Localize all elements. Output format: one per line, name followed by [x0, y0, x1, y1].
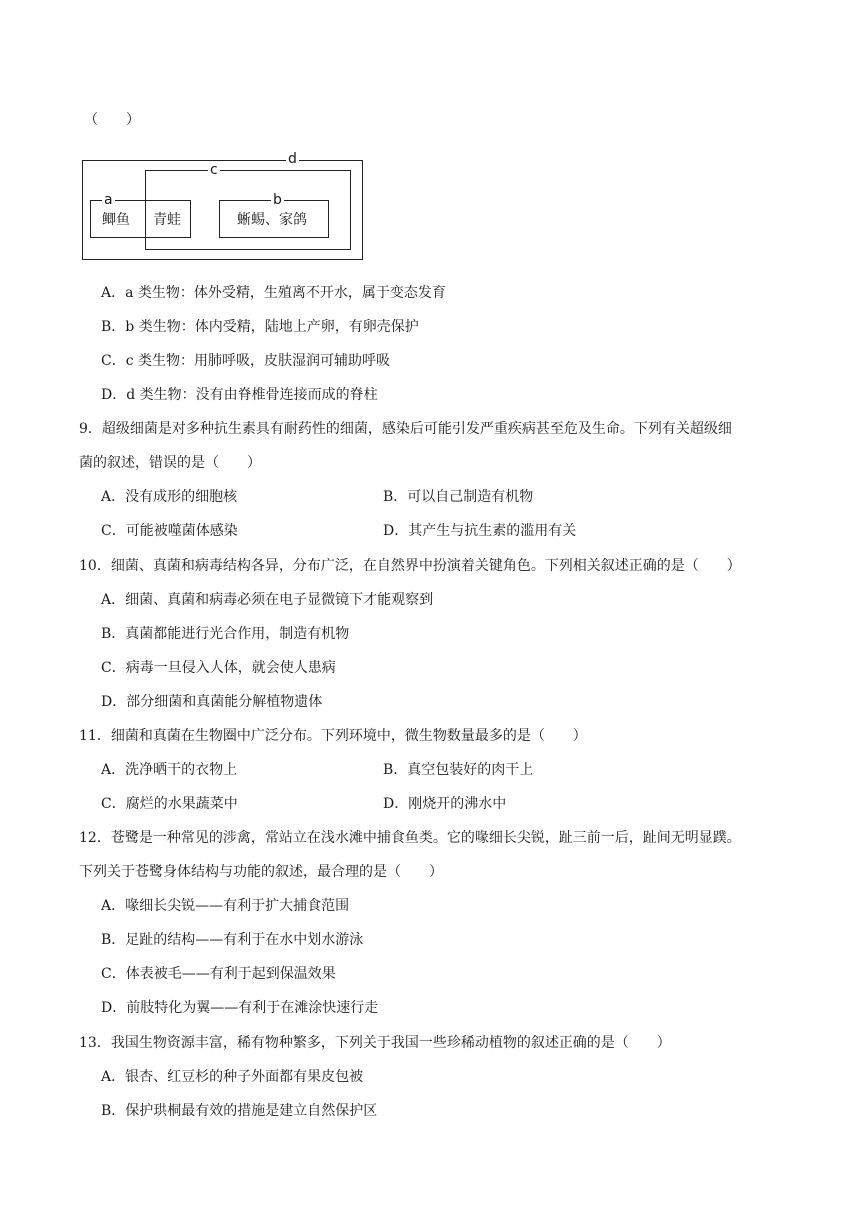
q11-option-c: C．腐烂的水果蔬菜中 [101, 796, 238, 812]
q11-stem: 11．细菌和真菌在生物圈中广泛分布。下列环境中，微生物数量最多的是（ ） [79, 728, 587, 744]
q8-option-d: D．d 类生物：没有由脊椎骨连接而成的脊柱 [101, 387, 378, 403]
classification-diagram [82, 150, 367, 262]
q12-option-b: B．足趾的结构——有利于在水中划水游泳 [101, 932, 364, 948]
q9-stem-line2: 菌的叙述，错误的是（ ） [79, 455, 261, 471]
q10-stem: 10．细菌、真菌和病毒结构各异，分布广泛，在自然界中扮演着关键角色。下列相关叙述正确的是（ ） [79, 558, 741, 574]
q8-option-b: B．b 类生物：体内受精，陆地上产卵，有卵壳保护 [101, 319, 419, 335]
q12-stem-line1: 12．苍鹭是一种常见的涉禽，常站立在浅水滩中捕食鱼类。它的喙细长尖锐，趾三前一后，趾间无明显蹼。 [79, 830, 741, 846]
q11-option-a: A．洗净晒干的衣物上 [101, 762, 238, 778]
q9-stem-line1: 9．超级细菌是对多种抗生素具有耐药性的细菌，感染后可能引发严重疾病甚至危及生命。下列有关超级细 [79, 421, 732, 437]
q10-option-c: C．病毒一旦侵入人体，就会使人患病 [101, 660, 336, 676]
q12-stem-line2: 下列关于苍鹭身体结构与功能的叙述，最合理的是（ ） [79, 864, 443, 880]
q12-option-d: D．前肢特化为翼——有利于在滩涂快速行走 [101, 1000, 379, 1016]
q8-option-a: A．a 类生物：体外受精，生殖离不开水，属于变态发育 [101, 285, 446, 301]
q10-option-b: B．真菌都能进行光合作用，制造有机物 [101, 626, 350, 642]
q10-option-a: A．细菌、真菌和病毒必须在电子显微镜下才能观察到 [101, 592, 434, 608]
q9-option-d: D．其产生与抗生素的滥用有关 [383, 523, 577, 539]
q12-option-c: C．体表被毛——有利于起到保温效果 [101, 966, 336, 982]
label-a: a [104, 192, 113, 208]
q11-option-b: B．真空包装好的肉干上 [383, 762, 534, 778]
q9-option-a: A．没有成形的细胞核 [101, 489, 238, 505]
q13-option-a: A．银杏、红豆杉的种子外面都有果皮包被 [101, 1069, 364, 1085]
label-d: d [288, 151, 297, 167]
animal-b-name: 蜥蜴、家鸽 [237, 212, 307, 228]
animal-frog-name: 青蛙 [153, 212, 181, 228]
label-b: b [273, 192, 282, 208]
q13-option-b: B．保护珙桐最有效的措施是建立自然保护区 [101, 1103, 378, 1119]
answer-parentheses: （ ） [84, 112, 140, 128]
q9-option-b: B．可以自己制造有机物 [383, 489, 534, 505]
q10-option-d: D．部分细菌和真菌能分解植物遗体 [101, 694, 323, 710]
q12-option-a: A．喙细长尖锐——有利于扩大捕食范围 [101, 898, 350, 914]
q8-option-c: C．c 类生物：用肺呼吸，皮肤湿润可辅助呼吸 [101, 353, 391, 369]
animal-a-name: 鲫鱼 [102, 212, 130, 228]
q11-option-d: D．刚烧开的沸水中 [383, 796, 507, 812]
q13-stem: 13．我国生物资源丰富，稀有物种繁多，下列关于我国一些珍稀动植物的叙述正确的是（ ） [79, 1035, 671, 1051]
label-c: c [210, 162, 218, 178]
q9-option-c: C．可能被噬菌体感染 [101, 523, 238, 539]
